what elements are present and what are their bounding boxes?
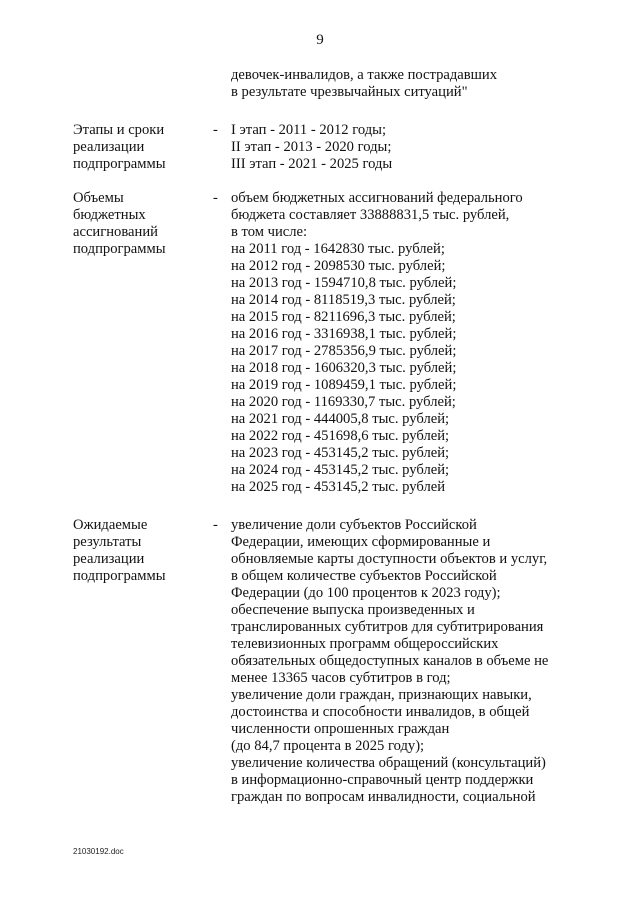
continuation-line: девочек-инвалидов, а также пострадавших [231, 67, 497, 83]
section-content-line: граждан по вопросам инвалидности, социальной [231, 789, 536, 805]
document-filename: 21030192.doc [73, 847, 124, 856]
section-content-line: II этап - 2013 - 2020 годы; [231, 139, 392, 155]
section-content-line: достоинства и способности инвалидов, в общей [231, 704, 530, 720]
section-content-line: Федерации (до 100 процентов к 2023 году); [231, 585, 501, 601]
section-label-line: подпрограммы [73, 241, 166, 257]
section-content-line: в информационно-справочный центр поддержки [231, 772, 534, 788]
section-content-line: в том числе: [231, 224, 308, 240]
section-label-line: подпрограммы [73, 568, 166, 584]
budget-year-line: на 2011 год - 1642830 тыс. рублей; [231, 241, 445, 257]
section-label-line: ассигнований [73, 224, 158, 240]
section-content-line: увеличение количества обращений (консультаций) [231, 755, 546, 771]
section-content-line: Федерации, имеющих сформированные и [231, 534, 491, 550]
budget-year-line: на 2025 год - 453145,2 тыс. рублей [231, 479, 446, 495]
budget-year-line: на 2019 год - 1089459,1 тыс. рублей; [231, 377, 457, 393]
section-content-line: численности опрошенных граждан [231, 721, 450, 737]
section-dash: - [213, 517, 218, 533]
budget-year-line: на 2015 год - 8211696,3 тыс. рублей; [231, 309, 456, 325]
section-label-line: Объемы [73, 190, 124, 206]
section-content-line: в общем количестве субъектов Российской [231, 568, 497, 584]
section-label-line: Этапы и сроки [73, 122, 165, 138]
section-content-line: увеличение доли граждан, признающих навыки, [231, 687, 532, 703]
section-label-line: результаты [73, 534, 142, 550]
section-label-line: реализации [73, 139, 145, 155]
section-content-line: обязательных общедоступных каналов в объеме не [231, 653, 549, 669]
section-content-line: телевизионных программ общероссийских [231, 636, 499, 652]
section-content-line: (до 84,7 процента в 2025 году); [231, 738, 425, 754]
budget-year-line: на 2022 год - 451698,6 тыс. рублей; [231, 428, 450, 444]
section-content-line: I этап - 2011 - 2012 годы; [231, 122, 387, 138]
section-content-line: менее 13365 часов субтитров в год; [231, 670, 451, 686]
budget-year-line: на 2024 год - 453145,2 тыс. рублей; [231, 462, 450, 478]
section-content-line: обновляемые карты доступности объектов и услуг, [231, 551, 548, 567]
section-content-line: обеспечение выпуска произведенных и [231, 602, 475, 618]
budget-year-line: на 2016 год - 3316938,1 тыс. рублей; [231, 326, 457, 342]
budget-year-line: на 2012 год - 2098530 тыс. рублей; [231, 258, 446, 274]
section-label-line: бюджетных [73, 207, 146, 223]
section-content-line: III этап - 2021 - 2025 годы [231, 156, 393, 172]
section-content-line: увеличение доли субъектов Российской [231, 517, 477, 533]
budget-year-line: на 2023 год - 453145,2 тыс. рублей; [231, 445, 450, 461]
continuation-line: в результате чрезвычайных ситуаций" [231, 84, 468, 100]
budget-year-line: на 2017 год - 2785356,9 тыс. рублей; [231, 343, 457, 359]
section-label-line: Ожидаемые [73, 517, 148, 533]
section-content-line: объем бюджетных ассигнований федерального [231, 190, 523, 206]
budget-year-line: на 2013 год - 1594710,8 тыс. рублей; [231, 275, 457, 291]
budget-year-line: на 2014 год - 8118519,3 тыс. рублей; [231, 292, 456, 308]
section-label-line: реализации [73, 551, 145, 567]
section-dash: - [213, 190, 218, 206]
section-dash: - [213, 122, 218, 138]
page-number: 9 [316, 32, 324, 48]
budget-year-line: на 2020 год - 1169330,7 тыс. рублей; [231, 394, 456, 410]
section-label-line: подпрограммы [73, 156, 166, 172]
section-content-line: транслированных субтитров для субтитрирования [231, 619, 544, 635]
budget-year-line: на 2018 год - 1606320,3 тыс. рублей; [231, 360, 457, 376]
section-content-line: бюджета составляет 33888831,5 тыс. рублей, [231, 207, 510, 223]
budget-year-line: на 2021 год - 444005,8 тыс. рублей; [231, 411, 450, 427]
